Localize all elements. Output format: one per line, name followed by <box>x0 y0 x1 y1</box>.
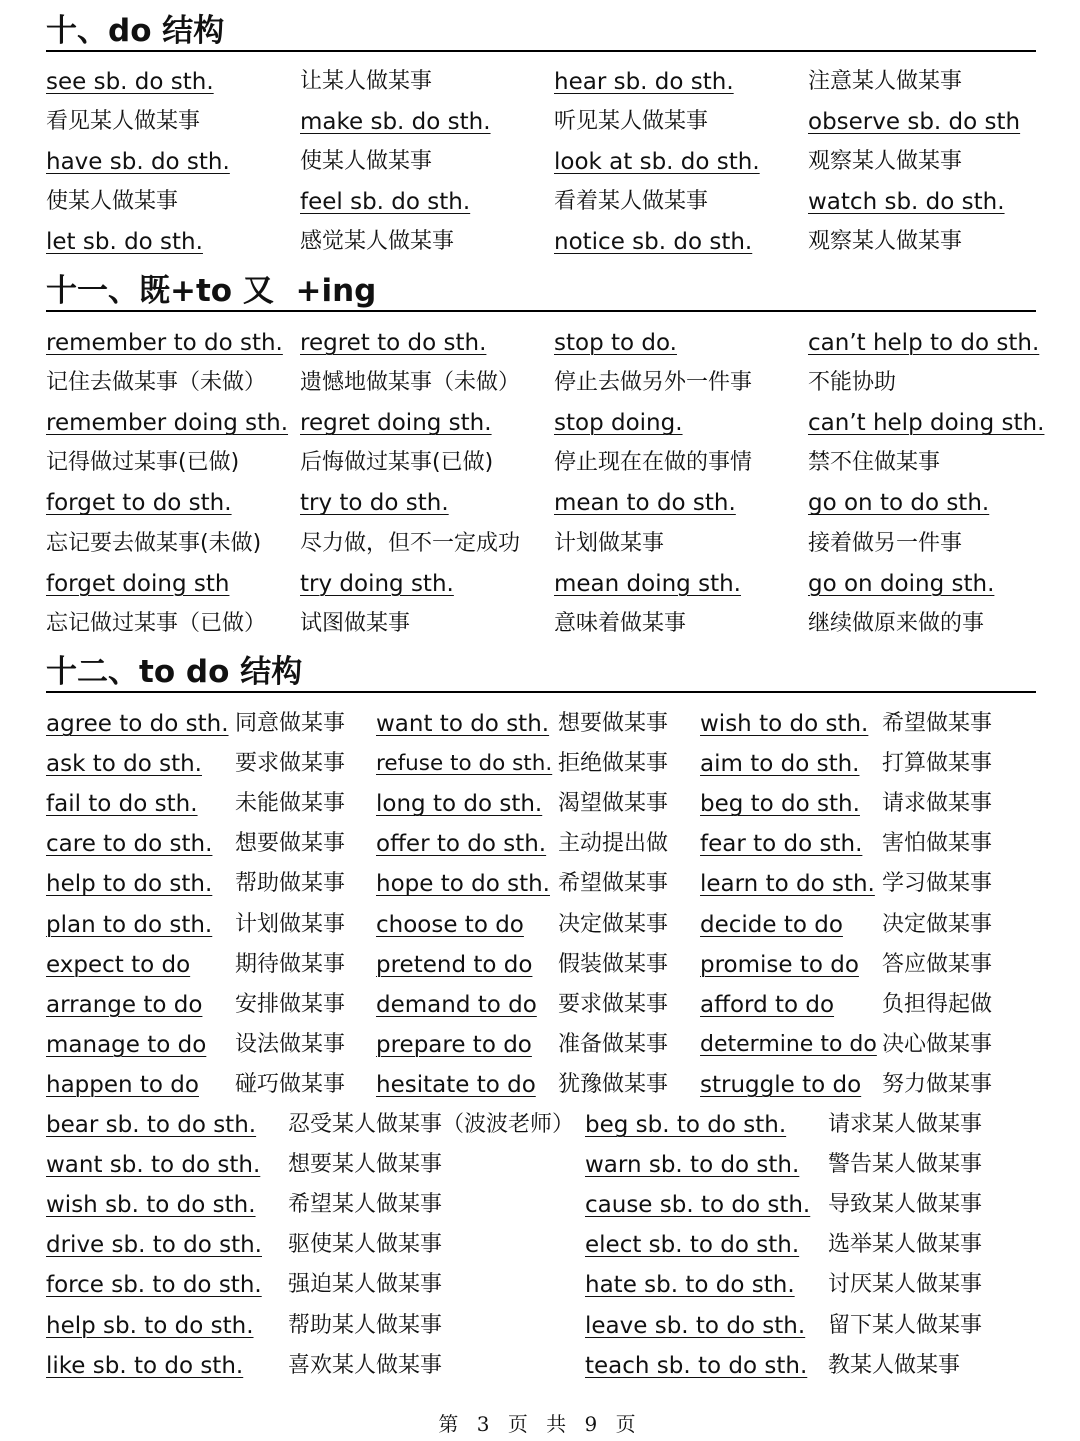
phrase-english: beg sb. to do sth. <box>585 1112 787 1138</box>
phrase-chinese: 要求做某事 <box>558 991 669 1017</box>
phrase-chinese: 使某人做某事 <box>46 189 179 215</box>
phrase-chinese: 停止去做另外一件事 <box>554 370 753 396</box>
phrase-chinese: 忍受某人做某事（波波老师） <box>288 1112 575 1137</box>
phrase-english: watch sb. do sth. <box>808 189 1005 216</box>
phrase-chinese: 负担得起做 <box>882 991 993 1017</box>
phrase-english: force sb. to do sth. <box>46 1272 262 1299</box>
table-row <box>0 1189 1080 1229</box>
phrase-english: teach sb. to do sth. <box>585 1352 808 1379</box>
table-row <box>0 407 1080 447</box>
section-heading-to-do: 十二、to do 结构 <box>46 655 1036 693</box>
phrase-english: decide to do <box>700 911 843 938</box>
phrase-chinese: 观察某人做某事 <box>808 149 963 175</box>
phrase-chinese: 打算做某事 <box>882 751 993 777</box>
phrase-english: go on to do sth. <box>808 490 990 517</box>
phrase-english: plan to do sth. <box>46 911 213 938</box>
phrase-chinese: 后悔做过某事(已做) <box>300 450 494 476</box>
phrase-chinese: 期待做某事 <box>235 951 346 977</box>
phrase-chinese: 假装做某事 <box>558 951 669 977</box>
phrase-chinese: 要求做某事 <box>235 751 346 777</box>
table-row <box>0 1109 1080 1149</box>
phrase-english: promise to do <box>700 951 859 978</box>
phrase-english: elect sb. to do sth. <box>585 1232 800 1259</box>
table-row <box>0 828 1080 868</box>
table-row <box>0 1350 1080 1390</box>
phrase-english: stop to do. <box>554 330 677 356</box>
phrase-english: ask to do sth. <box>46 751 202 778</box>
phrase-chinese: 准备做某事 <box>558 1031 669 1057</box>
phrase-chinese: 决心做某事 <box>882 1031 993 1057</box>
phrase-english: wish sb. to do sth. <box>46 1192 256 1219</box>
phrase-english: expect to do <box>46 951 191 978</box>
phrase-english: struggle to do <box>700 1071 862 1098</box>
table-row <box>0 608 1080 648</box>
phrase-chinese: 尽力做，但不一定成功 <box>300 530 521 556</box>
table-row <box>0 146 1080 186</box>
phrase-english: long to do sth. <box>376 791 543 818</box>
phrase-english: aim to do sth. <box>700 751 860 778</box>
table-row <box>0 909 1080 949</box>
phrase-chinese: 希望某人做某事 <box>288 1192 443 1218</box>
phrase-english: forget to do sth. <box>46 490 232 517</box>
phrase-chinese: 未能做某事 <box>235 791 346 817</box>
phrase-chinese: 帮助某人做某事 <box>288 1312 443 1338</box>
phrase-chinese: 接着做另一件事 <box>808 530 963 556</box>
phrase-chinese: 忘记做过某事（已做） <box>46 610 267 636</box>
phrase-chinese: 驱使某人做某事 <box>288 1232 443 1258</box>
table-row <box>0 1229 1080 1269</box>
phrase-chinese: 遗憾地做某事（未做） <box>300 370 521 396</box>
phrase-english: make sb. do sth. <box>300 109 491 136</box>
table-row <box>0 1069 1080 1109</box>
phrase-chinese: 渴望做某事 <box>558 791 669 817</box>
phrase-english: hate sb. to do sth. <box>585 1272 795 1299</box>
phrase-chinese: 看着某人做某事 <box>554 189 709 215</box>
phrase-chinese: 忘记要去做某事(未做) <box>46 530 262 556</box>
phrase-english: feel sb. do sth. <box>300 189 471 216</box>
phrase-chinese: 碰巧做某事 <box>235 1071 346 1097</box>
phrase-english: remember to do sth. <box>46 330 283 356</box>
phrase-chinese: 停止现在在做的事情 <box>554 450 753 476</box>
phrase-english: agree to do sth. <box>46 711 229 737</box>
phrase-english: forget doing sth <box>46 570 230 597</box>
phrase-english: fail to do sth. <box>46 791 198 818</box>
phrase-english: go on doing sth. <box>808 570 995 597</box>
table-row <box>0 989 1080 1029</box>
section-heading-to-ing: 十一、既+to 又 +ing <box>46 274 1036 312</box>
phrase-english: fear to do sth. <box>700 831 863 858</box>
phrase-chinese: 安排做某事 <box>235 991 346 1017</box>
phrase-chinese: 计划做某事 <box>554 530 665 556</box>
phrase-english: hesitate to do <box>376 1071 536 1098</box>
phrase-chinese: 决定做某事 <box>558 911 669 937</box>
table-row <box>0 1149 1080 1189</box>
phrase-english: want to do sth. <box>376 711 550 737</box>
phrase-chinese: 主动提出做 <box>558 831 669 857</box>
phrase-chinese: 继续做原来做的事 <box>808 610 985 636</box>
phrase-english: want sb. to do sth. <box>46 1152 261 1179</box>
phrase-english: pretend to do <box>376 951 533 978</box>
phrase-chinese: 设法做某事 <box>235 1031 346 1057</box>
phrase-chinese: 犹豫做某事 <box>558 1071 669 1097</box>
phrase-chinese: 让某人做某事 <box>300 69 433 94</box>
phrase-english: afford to do <box>700 991 835 1018</box>
phrase-chinese: 希望做某事 <box>882 711 993 736</box>
phrase-english: choose to do <box>376 911 524 938</box>
phrase-english: can’t help to do sth. <box>808 330 1040 356</box>
table-row <box>0 528 1080 568</box>
phrase-english: let sb. do sth. <box>46 229 203 256</box>
page-footer: 第 3 页 共 9 页 <box>438 1412 642 1436</box>
phrase-english: regret doing sth. <box>300 410 492 437</box>
phrase-chinese: 答应做某事 <box>882 951 993 977</box>
phrase-chinese: 观察某人做某事 <box>808 229 963 255</box>
phrase-english: try to do sth. <box>300 490 449 517</box>
phrase-english: prepare to do <box>376 1031 532 1058</box>
phrase-chinese: 导致某人做某事 <box>828 1192 983 1218</box>
phrase-english: observe sb. do sth <box>808 109 1021 136</box>
phrase-chinese: 意味着做某事 <box>554 610 687 636</box>
phrase-english: help sb. to do sth. <box>46 1312 254 1339</box>
phrase-english: wish to do sth. <box>700 711 869 737</box>
phrase-chinese: 警告某人做某事 <box>828 1152 983 1178</box>
phrase-english: beg to do sth. <box>700 791 860 818</box>
phrase-english: learn to do sth. <box>700 871 875 898</box>
phrase-english: manage to do <box>46 1031 207 1058</box>
table-row <box>0 568 1080 608</box>
table-row <box>0 1029 1080 1069</box>
phrase-english: mean to do sth. <box>554 490 736 517</box>
table-row <box>0 447 1080 487</box>
phrase-chinese: 记得做过某事(已做) <box>46 450 240 476</box>
phrase-english: hear sb. do sth. <box>554 69 734 95</box>
table-row <box>0 487 1080 527</box>
phrase-english: cause sb. to do sth. <box>585 1192 811 1219</box>
phrase-chinese: 决定做某事 <box>882 911 993 937</box>
phrase-english: help to do sth. <box>46 871 213 898</box>
phrase-chinese: 试图做某事 <box>300 610 411 636</box>
phrase-english: try doing sth. <box>300 570 454 597</box>
phrase-chinese: 想要某人做某事 <box>288 1152 443 1178</box>
table-row <box>0 66 1080 106</box>
phrase-english: warn sb. to do sth. <box>585 1152 800 1179</box>
table-row <box>0 708 1080 748</box>
table-row <box>0 949 1080 989</box>
phrase-chinese: 注意某人做某事 <box>808 69 963 94</box>
phrase-chinese: 计划做某事 <box>235 911 346 937</box>
table-row <box>0 186 1080 226</box>
phrase-english: regret to do sth. <box>300 330 487 356</box>
phrase-chinese: 讨厌某人做某事 <box>828 1272 983 1298</box>
phrase-chinese: 喜欢某人做某事 <box>288 1352 443 1378</box>
table-row <box>0 226 1080 266</box>
phrase-english: can’t help doing sth. <box>808 410 1045 437</box>
table-row <box>0 748 1080 788</box>
table-row <box>0 1310 1080 1350</box>
phrase-chinese: 强迫某人做某事 <box>288 1272 443 1298</box>
phrase-english: determine to do <box>700 1031 877 1057</box>
phrase-chinese: 选举某人做某事 <box>828 1232 983 1258</box>
phrase-english: leave sb. to do sth. <box>585 1312 806 1339</box>
phrase-chinese: 想要做某事 <box>235 831 346 857</box>
table-row <box>0 868 1080 908</box>
phrase-chinese: 不能协助 <box>808 370 897 396</box>
phrase-english: care to do sth. <box>46 831 213 858</box>
section-heading-do: 十、do 结构 <box>46 14 1036 52</box>
phrase-english: stop doing. <box>554 410 683 437</box>
phrase-chinese: 努力做某事 <box>882 1071 993 1097</box>
phrase-chinese: 帮助做某事 <box>235 871 346 897</box>
phrase-chinese: 使某人做某事 <box>300 149 433 175</box>
phrase-chinese: 教某人做某事 <box>828 1352 961 1378</box>
phrase-chinese: 请求做某事 <box>882 791 993 817</box>
phrase-chinese: 学习做某事 <box>882 871 993 897</box>
phrase-chinese: 感觉某人做某事 <box>300 229 455 255</box>
phrase-chinese: 禁不住做某事 <box>808 450 941 476</box>
table-row <box>0 327 1080 367</box>
phrase-chinese: 听见某人做某事 <box>554 109 709 135</box>
phrase-chinese: 想要做某事 <box>558 711 669 736</box>
phrase-chinese: 请求某人做某事 <box>828 1112 983 1137</box>
phrase-chinese: 害怕做某事 <box>882 831 993 857</box>
phrase-chinese: 记住去做某事（未做） <box>46 370 267 396</box>
phrase-english: look at sb. do sth. <box>554 149 760 176</box>
phrase-english: drive sb. to do sth. <box>46 1232 262 1259</box>
table-row <box>0 1269 1080 1309</box>
table-row <box>0 106 1080 146</box>
phrase-english: bear sb. to do sth. <box>46 1112 257 1138</box>
phrase-english: see sb. do sth. <box>46 69 214 95</box>
phrase-english: happen to do <box>46 1071 199 1098</box>
phrase-english: mean doing sth. <box>554 570 741 597</box>
phrase-chinese: 同意做某事 <box>235 711 346 736</box>
table-row <box>0 788 1080 828</box>
phrase-english: demand to do <box>376 991 537 1018</box>
phrase-english: like sb. to do sth. <box>46 1352 244 1379</box>
phrase-chinese: 希望做某事 <box>558 871 669 897</box>
phrase-english: refuse to do sth. <box>376 751 553 777</box>
phrase-english: notice sb. do sth. <box>554 229 753 256</box>
phrase-english: arrange to do <box>46 991 203 1018</box>
table-row <box>0 367 1080 407</box>
phrase-chinese: 看见某人做某事 <box>46 109 201 135</box>
phrase-chinese: 拒绝做某事 <box>558 751 669 777</box>
phrase-chinese: 留下某人做某事 <box>828 1312 983 1338</box>
phrase-english: hope to do sth. <box>376 871 550 898</box>
phrase-english: offer to do sth. <box>376 831 547 858</box>
phrase-english: have sb. do sth. <box>46 149 230 176</box>
phrase-english: remember doing sth. <box>46 410 289 437</box>
